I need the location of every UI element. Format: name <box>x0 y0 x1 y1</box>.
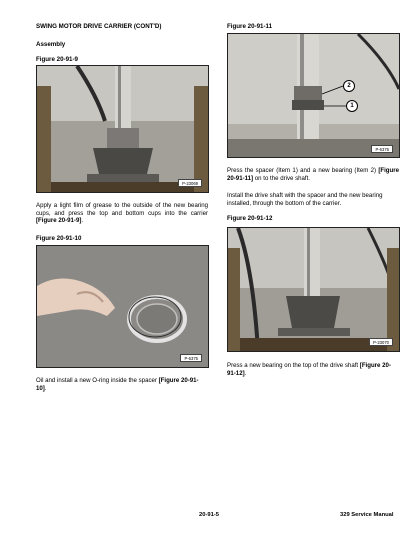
footer-page-number: 20-91-5 <box>199 512 219 518</box>
figure-9-image <box>36 65 209 193</box>
p3-end: on to the drive shaft. <box>253 174 311 182</box>
figure-9-title: Figure 20-91-9 <box>36 56 78 63</box>
p2-end: . <box>44 384 47 392</box>
figure-11-title: Figure 20-91-11 <box>227 23 273 30</box>
figure-10-image <box>36 245 209 368</box>
figure-9-code: P-23069 <box>178 179 202 187</box>
footer-manual-title: 329 Service Manual <box>340 512 394 518</box>
paragraph-oring <box>36 377 208 392</box>
p1-end: . <box>81 217 84 225</box>
press-bearing-photo <box>228 228 399 351</box>
paragraph-grease-cups <box>36 202 208 225</box>
figure-12-title: Figure 20-91-12 <box>227 215 273 222</box>
p5-figure-ref: [Figure 20-91-12] <box>227 362 391 377</box>
figure-12-image <box>227 227 400 352</box>
figure-10-code: P-6375 <box>180 354 202 362</box>
p5-end: . <box>244 369 247 377</box>
p3-figure-ref: [Figure 20-91-11] <box>227 167 399 182</box>
p1-text: Apply a light film of grease to the outside of the new bearing cups, and press the top and bottom cups into the carrier <box>36 202 208 217</box>
callout-item-1: 1 <box>346 100 358 112</box>
paragraph-install-shaft: Install the drive shaft with the spacer and the new bearing installed, through the bottom of the carrier. <box>227 192 383 207</box>
p1-figure-ref: [Figure 20-91-9] <box>36 217 82 225</box>
figure-11-code: P-6376 <box>371 145 393 153</box>
paragraph-press-bearing <box>227 362 399 377</box>
figure-10-title: Figure 20-91-10 <box>36 235 82 242</box>
section-title: Assembly <box>36 41 66 48</box>
paragraph-press-spacer <box>227 167 399 182</box>
p5-text: Press a new bearing on the top of the drive shaft <box>227 362 360 369</box>
oring-spacer-photo <box>37 246 208 367</box>
figure-12-code: P-23070 <box>369 338 393 346</box>
page-header-title: SWING MOTOR DRIVE CARRIER (CONT'D) <box>36 23 162 30</box>
p3-text: Press the spacer (Item 1) and a new bearing (Item 2) <box>227 167 379 174</box>
p2-figure-ref: [Figure 20-91-10] <box>36 377 199 392</box>
p2-text: Oil and install a new O-ring inside the spacer <box>36 377 159 384</box>
drive-shaft-photo <box>228 34 399 157</box>
callout-item-2: 2 <box>343 80 355 92</box>
figure-11-image <box>227 33 400 158</box>
press-carrier-photo <box>37 66 208 192</box>
